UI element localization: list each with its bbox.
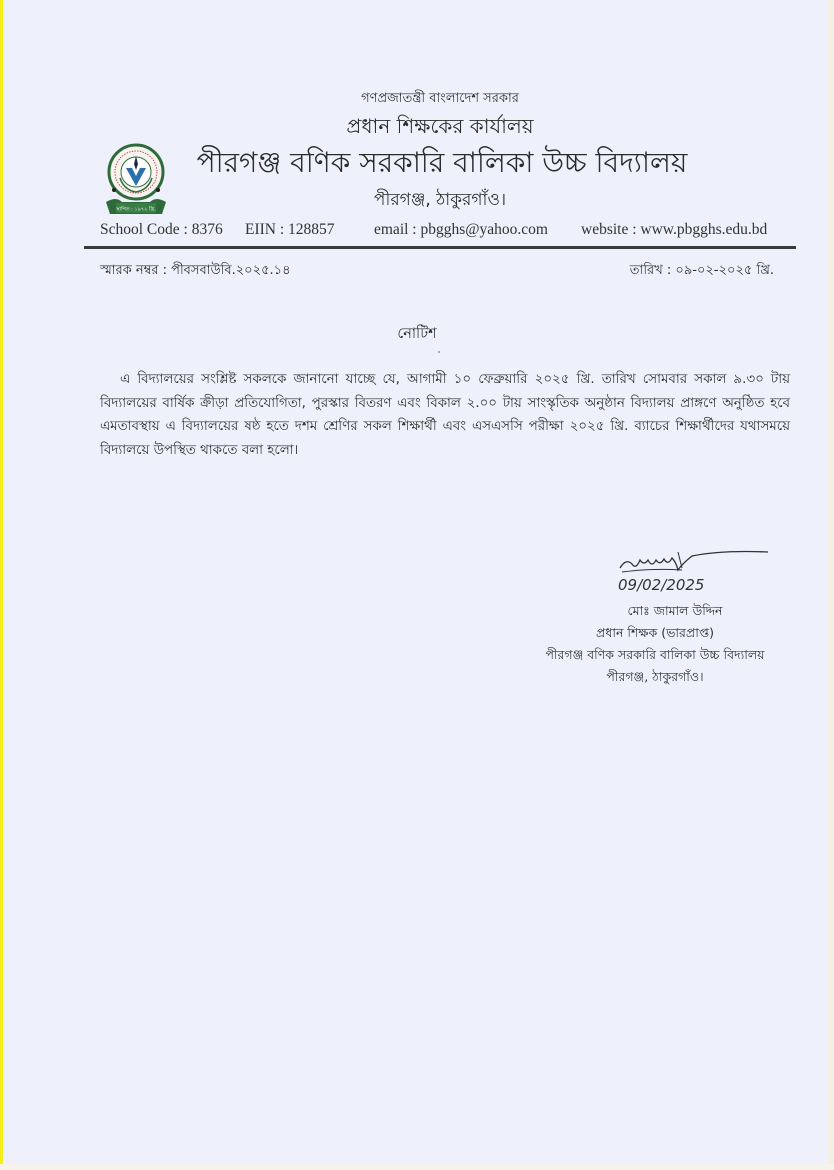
letter-date: তারিখ : ০৯-০২-২০২৫ খ্রি. xyxy=(629,263,774,278)
office-line: প্রধান শিক্ষকের কার্যালয় xyxy=(346,114,534,138)
email: email : pbgghs@yahoo.com xyxy=(374,221,548,238)
memo-number: স্মারক নম্বর : পীবসবাউবি.২০২৫.১৪ xyxy=(100,263,291,278)
eiin: EIIN : 128857 xyxy=(245,221,335,238)
school-location: পীরগঞ্জ, ঠাকুরগাঁও। xyxy=(373,190,507,210)
school-emblem-icon xyxy=(102,142,170,218)
signatory-name: মোঃ জামাল উদ্দিন xyxy=(627,603,723,618)
scan-edge-bottom xyxy=(0,1164,834,1170)
notice-title: নোটিশ xyxy=(397,326,437,342)
signatory-institution: পীরগঞ্জ বণিক সরকারি বালিকা উচ্চ বিদ্যালয় xyxy=(545,647,765,662)
scan-edge-right xyxy=(828,0,834,1170)
scan-edge-left xyxy=(0,0,3,1170)
government-line: গণপ্রজাতন্ত্রী বাংলাদেশ সরকার xyxy=(361,91,519,106)
signatory-designation: প্রধান শিক্ষক (ভারপ্রাপ্ত) xyxy=(595,625,714,640)
header-divider xyxy=(84,246,796,249)
handwritten-signature xyxy=(612,548,772,600)
contact-row xyxy=(100,220,790,240)
logo-established-text: স্থাপিত : ১৯৭২ খ্রি. xyxy=(116,206,156,213)
signatory-block xyxy=(510,600,800,688)
school-code: School Code : 8376 xyxy=(100,221,223,238)
notice-body: এ বিদ্যালয়ের সংশ্লিষ্ট সকলকে জানানো যাচ্ছে যে, আগামী ১০ ফেব্রুয়ারি ২০২৫ খ্রি. তারিখ সোমবার সকাল ৯.৩০ টায় বিদ্যালয়ের বার্ষিক ক্রীড়া প্রতিযোগিতা, পুরস্কার বিতরণ এবং বিকাল ২.০০ টায় সাংস্কৃতিক অনুষ্ঠান বিদ্যালয় প্রাঙ্গণে অনুষ্ঠিত হবে এমতাবস্থায় এ বিদ্যালয়ের ষষ্ঠ হতে দশম শ্রেণির সকল শিক্ষার্থী এবং এসএসসি পরীক্ষা ২০২৫ খ্রি. ব্যাচের শিক্ষার্থীদের যথাসময়ে বিদ্যালয়ে উপস্থিত থাকতে বলা হলো। xyxy=(100,372,790,458)
signatory-location: পীরগঞ্জ, ঠাকুরগাঁও। xyxy=(606,669,704,684)
school-name: পীরগঞ্জ বণিক সরকারি বালিকা উচ্চ বিদ্যালয় xyxy=(196,146,688,179)
speck xyxy=(438,351,440,353)
website: website : www.pbgghs.edu.bd xyxy=(581,221,768,238)
handwritten-date: 09/02/2025 xyxy=(618,576,705,594)
